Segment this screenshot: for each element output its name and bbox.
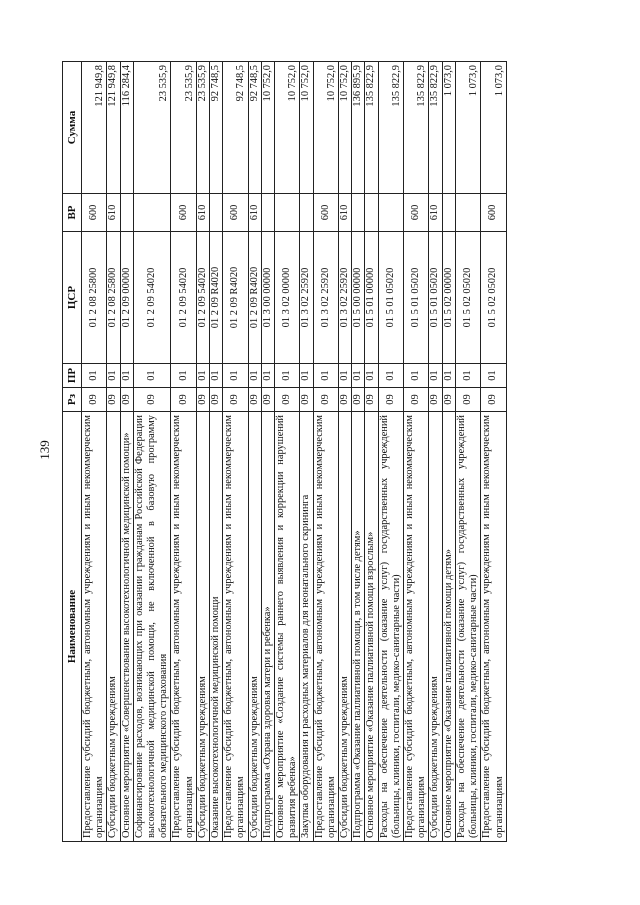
cell-sum: 10 752,0 bbox=[261, 62, 274, 194]
cell-vr bbox=[210, 194, 223, 232]
rotated-page-content bbox=[62, 62, 507, 842]
cell-rz: 09 bbox=[429, 388, 442, 412]
cell-csr: 01 5 02 05020 bbox=[455, 232, 480, 364]
cell-pr: 01 bbox=[133, 364, 171, 388]
cell-name: Софинансирование расходов, возникающих при оказании гражданам Российской Федерации высокотехнологичной медицинской помощи, не включенной в базовую программу обязательного медицинского страхования bbox=[133, 412, 171, 842]
table-row bbox=[261, 62, 274, 842]
cell-rz: 09 bbox=[248, 388, 261, 412]
cell-rz: 09 bbox=[365, 388, 378, 412]
cell-sum: 1 073,0 bbox=[455, 62, 480, 194]
cell-rz: 09 bbox=[481, 388, 506, 412]
cell-pr: 01 bbox=[339, 364, 352, 388]
cell-name: Предоставление субсидий бюджетным, автономным учреждениям и иным некоммерческим организациям bbox=[481, 412, 506, 842]
cell-sum: 92 748,5 bbox=[248, 62, 261, 194]
cell-csr: 01 2 09 R4020 bbox=[210, 232, 223, 364]
cell-csr: 01 2 09 R4020 bbox=[248, 232, 261, 364]
cell-vr: 600 bbox=[313, 194, 338, 232]
cell-sum: 23 535,9 bbox=[196, 62, 209, 194]
cell-name: Предоставление субсидий бюджетным, автономным учреждениям и иным некоммерческим организациям bbox=[171, 412, 196, 842]
cell-rz: 09 bbox=[378, 388, 403, 412]
cell-rz: 09 bbox=[352, 388, 365, 412]
cell-name: Оказание высокотехнологичной медицинской помощи bbox=[210, 412, 223, 842]
table-row bbox=[133, 62, 171, 842]
cell-csr: 01 5 00 00000 bbox=[352, 232, 365, 364]
cell-sum: 23 535,9 bbox=[171, 62, 196, 194]
cell-name: Подпрограмма «Оказание паллиативной помощи, в том числе детям» bbox=[352, 412, 365, 842]
cell-name: Основное мероприятие «Оказание паллиативной помощи взрослым» bbox=[365, 412, 378, 842]
cell-csr: 01 3 02 00000 bbox=[275, 232, 300, 364]
cell-csr: 01 2 09 54020 bbox=[196, 232, 209, 364]
cell-pr: 01 bbox=[82, 364, 107, 388]
cell-name: Основное мероприятие «Создание системы раннего выявления и коррекции нарушений развития ребенка» bbox=[275, 412, 300, 842]
table-row bbox=[210, 62, 223, 842]
cell-vr: 610 bbox=[339, 194, 352, 232]
cell-vr: 600 bbox=[82, 194, 107, 232]
cell-sum: 135 822,9 bbox=[429, 62, 442, 194]
cell-rz: 09 bbox=[133, 388, 171, 412]
cell-name: Предоставление субсидий бюджетным, автономным учреждениям и иным некоммерческим организациям bbox=[404, 412, 429, 842]
cell-name: Основное мероприятие «Оказание паллиативной помощи детям» bbox=[442, 412, 455, 842]
cell-name: Закупка оборудования и расходных материалов для неонатального скрининга bbox=[300, 412, 313, 842]
cell-csr: 01 2 08 25800 bbox=[82, 232, 107, 364]
cell-vr bbox=[365, 194, 378, 232]
cell-vr bbox=[352, 194, 365, 232]
cell-vr: 610 bbox=[429, 194, 442, 232]
table-row bbox=[429, 62, 442, 842]
cell-name: Предоставление субсидий бюджетным, автономным учреждениям и иным некоммерческим организациям bbox=[82, 412, 107, 842]
cell-rz: 09 bbox=[223, 388, 248, 412]
cell-pr: 01 bbox=[442, 364, 455, 388]
cell-csr: 01 2 09 54020 bbox=[133, 232, 171, 364]
table-row bbox=[365, 62, 378, 842]
header-pr: ПР bbox=[63, 364, 82, 388]
cell-pr: 01 bbox=[429, 364, 442, 388]
cell-sum: 10 752,0 bbox=[275, 62, 300, 194]
cell-sum: 116 284,4 bbox=[120, 62, 133, 194]
table-row bbox=[404, 62, 429, 842]
table-row bbox=[196, 62, 209, 842]
header-rz: Рз bbox=[63, 388, 82, 412]
cell-pr: 01 bbox=[313, 364, 338, 388]
cell-pr: 01 bbox=[261, 364, 274, 388]
cell-vr bbox=[300, 194, 313, 232]
cell-sum: 10 752,0 bbox=[313, 62, 338, 194]
cell-rz: 09 bbox=[196, 388, 209, 412]
cell-name: Субсидии бюджетным учреждениям bbox=[429, 412, 442, 842]
table-row bbox=[223, 62, 248, 842]
cell-vr: 610 bbox=[248, 194, 261, 232]
cell-pr: 01 bbox=[107, 364, 120, 388]
cell-vr bbox=[455, 194, 480, 232]
header-sum: Сумма bbox=[63, 62, 82, 194]
cell-sum: 1 073,0 bbox=[442, 62, 455, 194]
header-vr: ВР bbox=[63, 194, 82, 232]
cell-rz: 09 bbox=[171, 388, 196, 412]
cell-rz: 09 bbox=[455, 388, 480, 412]
cell-rz: 09 bbox=[210, 388, 223, 412]
cell-vr: 610 bbox=[196, 194, 209, 232]
cell-sum: 121 949,8 bbox=[82, 62, 107, 194]
table-row bbox=[171, 62, 196, 842]
cell-rz: 09 bbox=[313, 388, 338, 412]
cell-rz: 09 bbox=[300, 388, 313, 412]
cell-vr: 600 bbox=[223, 194, 248, 232]
cell-sum: 121 949,8 bbox=[107, 62, 120, 194]
cell-pr: 01 bbox=[378, 364, 403, 388]
cell-vr bbox=[261, 194, 274, 232]
cell-sum: 135 822,9 bbox=[365, 62, 378, 194]
cell-sum: 10 752,0 bbox=[300, 62, 313, 194]
header-name: Наименование bbox=[63, 412, 82, 842]
cell-sum: 10 752,0 bbox=[339, 62, 352, 194]
cell-pr: 01 bbox=[481, 364, 506, 388]
cell-name: Основное мероприятие «Совершенствование высокотехнологичной медицинской помощи» bbox=[120, 412, 133, 842]
cell-sum: 135 822,9 bbox=[378, 62, 403, 194]
cell-csr: 01 5 01 00000 bbox=[365, 232, 378, 364]
cell-pr: 01 bbox=[455, 364, 480, 388]
table-row bbox=[248, 62, 261, 842]
cell-name: Подпрограмма «Охрана здоровья матери и ребенка» bbox=[261, 412, 274, 842]
cell-sum: 92 748,5 bbox=[210, 62, 223, 194]
cell-sum: 23 535,9 bbox=[133, 62, 171, 194]
cell-csr: 01 5 02 05020 bbox=[481, 232, 506, 364]
cell-pr: 01 bbox=[404, 364, 429, 388]
cell-sum: 136 895,9 bbox=[352, 62, 365, 194]
cell-rz: 09 bbox=[107, 388, 120, 412]
cell-csr: 01 5 02 00000 bbox=[442, 232, 455, 364]
cell-csr: 01 2 09 00000 bbox=[120, 232, 133, 364]
cell-vr bbox=[120, 194, 133, 232]
table-row bbox=[107, 62, 120, 842]
cell-name: Расходы на обеспечение деятельности (оказание услуг) государственных учреждений (больницы, клиники, госпитали, медико-санитарные части) bbox=[378, 412, 403, 842]
cell-pr: 01 bbox=[223, 364, 248, 388]
cell-csr: 01 3 02 25920 bbox=[300, 232, 313, 364]
cell-vr bbox=[378, 194, 403, 232]
table-row bbox=[275, 62, 300, 842]
cell-vr bbox=[133, 194, 171, 232]
cell-pr: 01 bbox=[352, 364, 365, 388]
cell-csr: 01 3 02 25920 bbox=[313, 232, 338, 364]
cell-pr: 01 bbox=[300, 364, 313, 388]
table-row bbox=[352, 62, 365, 842]
cell-rz: 09 bbox=[404, 388, 429, 412]
cell-pr: 01 bbox=[275, 364, 300, 388]
cell-name: Субсидии бюджетным учреждениям bbox=[248, 412, 261, 842]
cell-rz: 09 bbox=[120, 388, 133, 412]
cell-csr: 01 3 02 25920 bbox=[339, 232, 352, 364]
cell-sum: 135 822,9 bbox=[404, 62, 429, 194]
cell-rz: 09 bbox=[339, 388, 352, 412]
cell-csr: 01 5 01 05020 bbox=[404, 232, 429, 364]
cell-rz: 09 bbox=[275, 388, 300, 412]
cell-vr: 600 bbox=[404, 194, 429, 232]
page-number: 139 bbox=[37, 440, 52, 460]
cell-sum: 1 073,0 bbox=[481, 62, 506, 194]
cell-sum: 92 748,5 bbox=[223, 62, 248, 194]
cell-name: Субсидии бюджетным учреждениям bbox=[196, 412, 209, 842]
cell-csr: 01 2 09 R4020 bbox=[223, 232, 248, 364]
table-row bbox=[82, 62, 107, 842]
table-row bbox=[120, 62, 133, 842]
cell-vr bbox=[275, 194, 300, 232]
cell-csr: 01 2 09 54020 bbox=[171, 232, 196, 364]
cell-rz: 09 bbox=[261, 388, 274, 412]
table-header-row bbox=[63, 62, 82, 842]
table-row bbox=[481, 62, 506, 842]
cell-pr: 01 bbox=[196, 364, 209, 388]
cell-vr: 610 bbox=[107, 194, 120, 232]
cell-csr: 01 3 00 00000 bbox=[261, 232, 274, 364]
cell-name: Расходы на обеспечение деятельности (оказание услуг) государственных учреждений (больницы, клиники, госпитали, медико-санитарные части) bbox=[455, 412, 480, 842]
cell-name: Субсидии бюджетным учреждениям bbox=[339, 412, 352, 842]
cell-pr: 01 bbox=[248, 364, 261, 388]
table-row bbox=[442, 62, 455, 842]
cell-csr: 01 2 08 25800 bbox=[107, 232, 120, 364]
cell-pr: 01 bbox=[365, 364, 378, 388]
cell-name: Предоставление субсидий бюджетным, автономным учреждениям и иным некоммерческим организациям bbox=[313, 412, 338, 842]
cell-pr: 01 bbox=[120, 364, 133, 388]
table-row bbox=[313, 62, 338, 842]
table-row bbox=[339, 62, 352, 842]
budget-table bbox=[62, 61, 507, 842]
cell-pr: 01 bbox=[210, 364, 223, 388]
cell-rz: 09 bbox=[82, 388, 107, 412]
cell-vr: 600 bbox=[171, 194, 196, 232]
table-row bbox=[455, 62, 480, 842]
cell-csr: 01 5 01 05020 bbox=[429, 232, 442, 364]
cell-vr: 600 bbox=[481, 194, 506, 232]
cell-name: Предоставление субсидий бюджетным, автономным учреждениям и иным некоммерческим организациям bbox=[223, 412, 248, 842]
cell-pr: 01 bbox=[171, 364, 196, 388]
cell-name: Субсидии бюджетным учреждениям bbox=[107, 412, 120, 842]
cell-vr bbox=[442, 194, 455, 232]
cell-csr: 01 5 01 05020 bbox=[378, 232, 403, 364]
header-csr: ЦСР bbox=[63, 232, 82, 364]
cell-rz: 09 bbox=[442, 388, 455, 412]
table-row bbox=[378, 62, 403, 842]
table-row bbox=[300, 62, 313, 842]
